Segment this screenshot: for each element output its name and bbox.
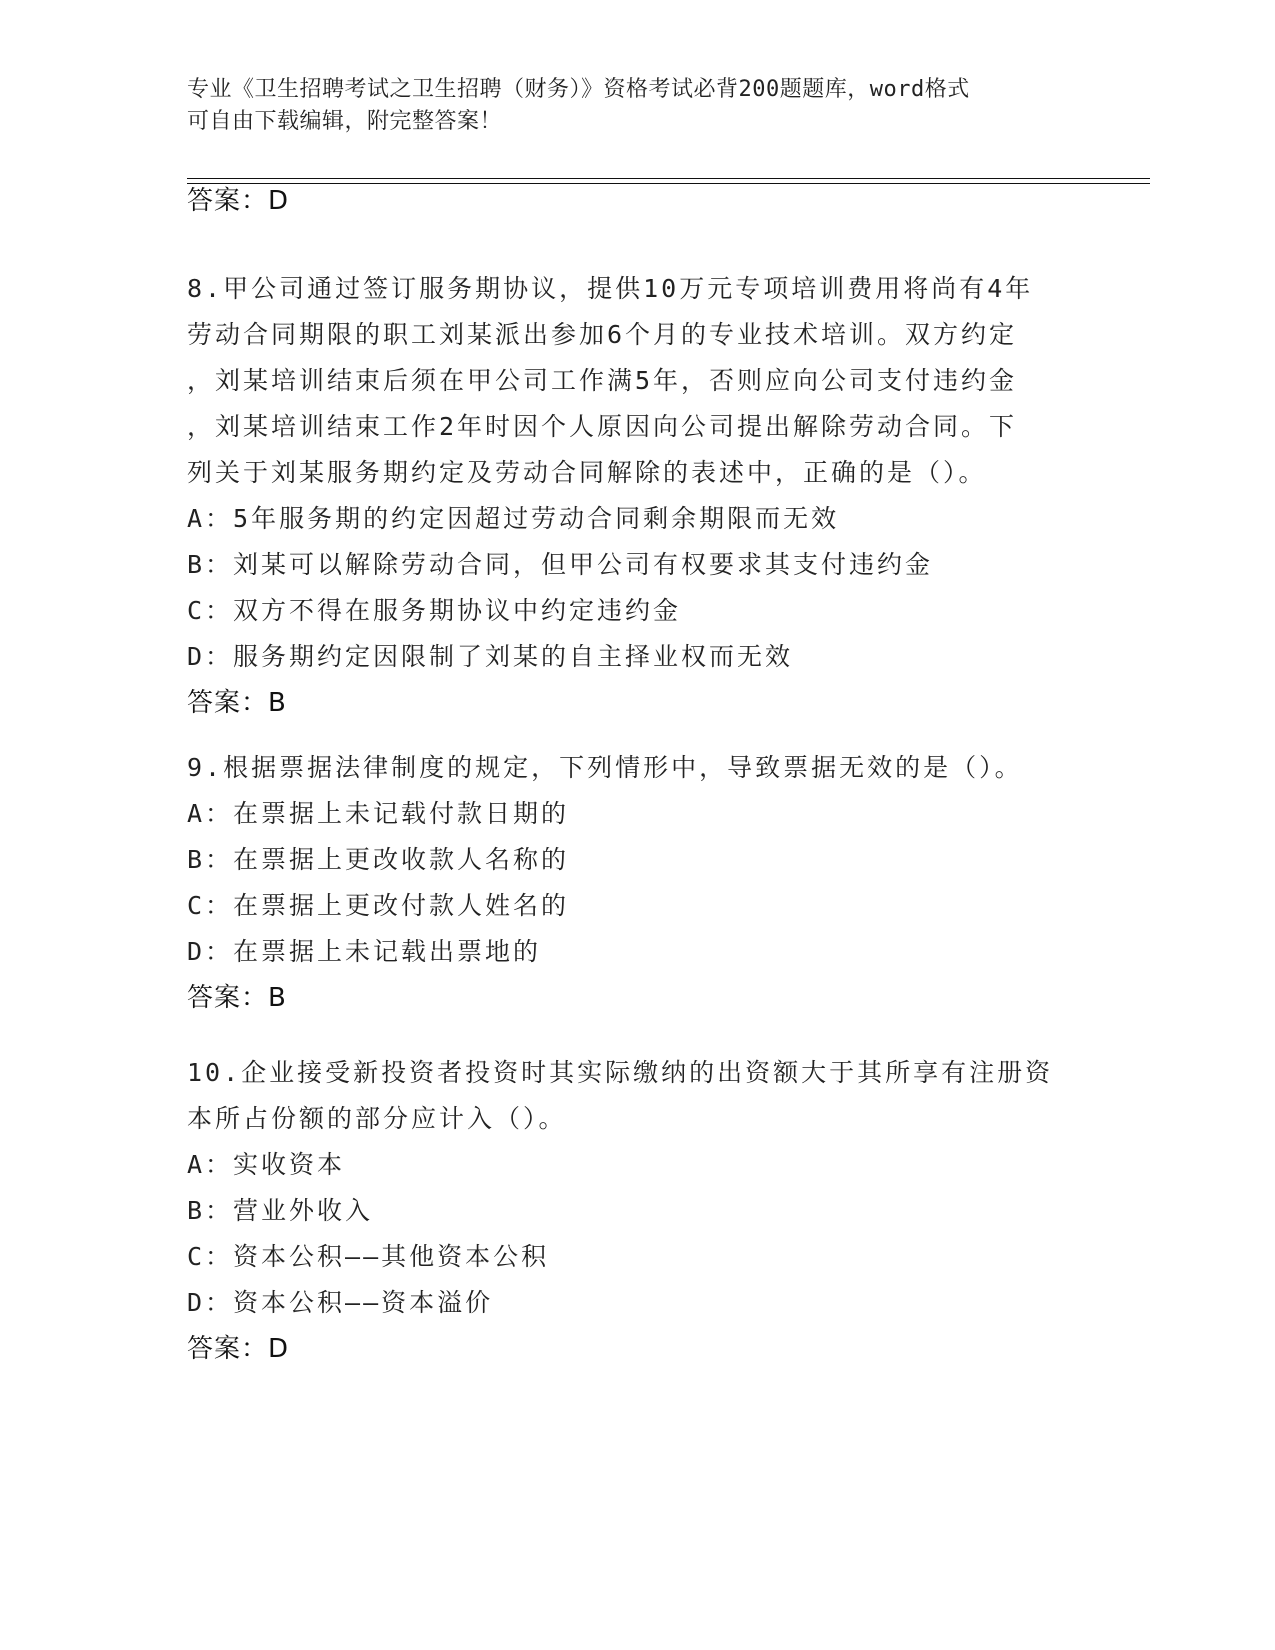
question-text-line: ，刘某培训结束工作2年时因个人原因向公司提出解除劳动合同。下 bbox=[187, 412, 1018, 441]
question-text-line: ，刘某培训结束后须在甲公司工作满5年，否则应向公司支付违约金 bbox=[187, 366, 1018, 395]
header-line-1: 专业《卫生招聘考试之卫生招聘（财务）》资格考试必背200题题库，word格式 bbox=[187, 77, 970, 102]
option-c: C：资本公积——其他资本公积 bbox=[187, 1242, 550, 1271]
page-header bbox=[187, 74, 1067, 138]
question-text-line: 本所占份额的部分应计入（）。 bbox=[187, 1104, 567, 1133]
question-text-line: 10.企业接受新投资者投资时其实际缴纳的出资额大于其所享有注册资 bbox=[187, 1058, 1054, 1087]
option-b: B：刘某可以解除劳动合同，但甲公司有权要求其支付违约金 bbox=[187, 550, 934, 579]
question-10 bbox=[187, 1050, 1087, 1372]
option-c: C：在票据上更改付款人姓名的 bbox=[187, 891, 570, 920]
answer-line: 答案：D bbox=[187, 1334, 290, 1364]
option-d: D：在票据上未记载出票地的 bbox=[187, 937, 542, 966]
option-a: A：在票据上未记载付款日期的 bbox=[187, 799, 570, 828]
question-9 bbox=[187, 745, 1087, 1021]
answer-line: 答案：D bbox=[187, 186, 290, 216]
option-c: C：双方不得在服务期协议中约定违约金 bbox=[187, 596, 682, 625]
question-8 bbox=[187, 266, 1087, 726]
question-text-line: 9.根据票据法律制度的规定，下列情形中，导致票据无效的是（）。 bbox=[187, 753, 1023, 782]
answer-line: 答案：B bbox=[187, 983, 287, 1013]
question-text-line: 8.甲公司通过签订服务期协议，提供10万元专项培训费用将尚有4年 bbox=[187, 274, 1034, 303]
answer-block-7 bbox=[187, 178, 1087, 224]
question-text-line: 列关于刘某服务期约定及劳动合同解除的表述中，正确的是（）。 bbox=[187, 458, 987, 487]
answer-line: 答案：B bbox=[187, 688, 287, 718]
option-d: D：服务期约定因限制了刘某的自主择业权而无效 bbox=[187, 642, 794, 671]
question-text-line: 劳动合同期限的职工刘某派出参加6个月的专业技术培训。双方约定 bbox=[187, 320, 1018, 349]
option-a: A：5年服务期的约定因超过劳动合同剩余期限而无效 bbox=[187, 504, 840, 533]
option-b: B：营业外收入 bbox=[187, 1196, 374, 1225]
option-a: A：实收资本 bbox=[187, 1150, 346, 1179]
header-line-2: 可自由下载编辑，附完整答案！ bbox=[187, 109, 503, 134]
option-b: B：在票据上更改收款人名称的 bbox=[187, 845, 570, 874]
option-d: D：资本公积——资本溢价 bbox=[187, 1288, 494, 1317]
